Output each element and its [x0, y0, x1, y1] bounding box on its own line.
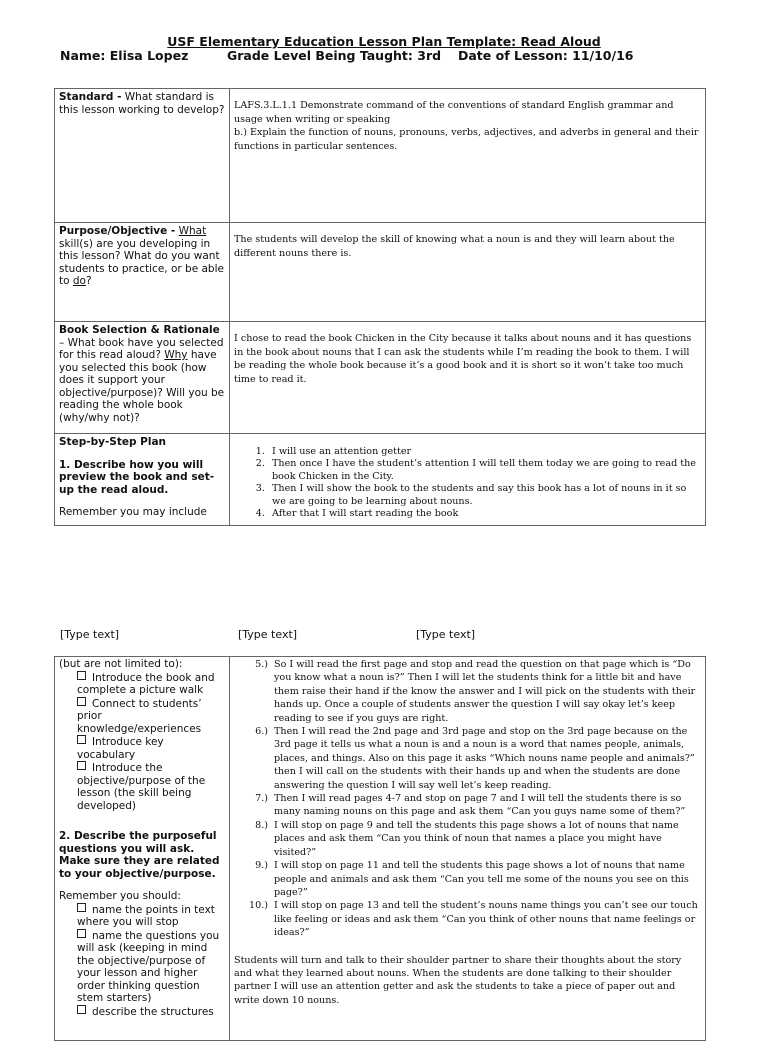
purpose-answer: The students will develop the skill of knowing what a noun is and they will learn about the different nouns there is.	[230, 223, 706, 322]
grade-level: Grade Level Being Taught: 3rd	[227, 48, 442, 63]
teacher-name: Name: Elisa Lopez	[60, 48, 189, 63]
list-item: Introduce key vocabulary	[77, 736, 164, 761]
list-item	[234, 792, 701, 819]
lesson-plan-table-page1	[54, 88, 706, 526]
lesson-date: Date of Lesson: 11/10/16	[458, 48, 634, 63]
checkbox-icon	[77, 903, 86, 912]
preview-steps-list	[234, 446, 701, 520]
list-item	[234, 658, 701, 725]
list-item: describe the structures	[77, 1005, 225, 1019]
list-item: Introduce the book and complete a picture walk	[77, 671, 215, 696]
list-item: name the points in text where you will stop	[77, 903, 215, 928]
list-item: 1. I will use an attention getter	[268, 446, 701, 458]
lesson-plan-title: USF Elementary Education Lesson Plan Template: Read Aloud	[167, 34, 601, 49]
step-plan-answer	[230, 434, 706, 526]
step-text: I will stop on page 9 and tell the students this page shows a lot of nouns that name places and ask them “Can you think of noun that names a place you might have visited?”	[274, 819, 679, 858]
page-header-center: [Type text]	[238, 628, 298, 641]
checkbox-icon	[77, 761, 86, 770]
list-item	[234, 819, 701, 859]
page-header-left: [Type text]	[60, 628, 120, 641]
page-header-right: [Type text]	[416, 628, 476, 641]
step-text: I will stop on page 13 and tell the student’s nouns name things you can’t see our touch like feeling or ideas and ask them “Can you think of other nouns that name feelings or ideas?”	[274, 900, 698, 939]
list-item: 3. Then I will show the book to the students and say this book has a lot of nouns in it so we are going to be learning about nouns.	[268, 483, 701, 508]
step-text: I will stop on page 11 and tell the students this page shows a lot of nouns that name people and animals and ask them “Can you tell me some of the nouns you see on this page?”	[274, 860, 689, 898]
checkbox-icon	[77, 697, 86, 706]
checkbox-icon	[77, 929, 86, 938]
list-item: Introduce the objective/purpose of the lesson (the skill being developed)	[77, 762, 206, 812]
reading-steps-list	[234, 658, 701, 940]
step-number: 10.)	[248, 900, 268, 912]
questions-checklist	[59, 903, 225, 1019]
step-number: 8.)	[255, 819, 268, 831]
standard-label: Standard - What standard is this lesson working to develop?	[55, 89, 230, 223]
step-text: Then I will read the 2nd page and 3rd page and stop on the 3rd page because on the 3rd page it tells us what a noun is and a noun is a word that names people, animals, places, and things. Also on this page it asks “Which nouns name people and animals?” then I will call on the students with their hands up and when the students are done answering the question I will say well let’s keep reading.	[274, 726, 695, 791]
checkbox-icon	[77, 671, 86, 680]
checkbox-icon	[77, 735, 86, 744]
preview-checklist	[59, 671, 225, 813]
questions-prompt: 2. Describe the purposeful questions you will ask. Make sure they are related to your objective/purpose.	[59, 830, 220, 880]
book-selection-answer: I chose to read the book Chicken in the City because it talks about nouns and it has questions in the book about nouns that I can ask the students while I’m reading the book to them. I will be reading the whole book because it’s a good book and it is short so it won’t take too much time to read it.	[230, 322, 706, 434]
checkbox-icon	[77, 1005, 86, 1014]
list-item	[234, 859, 701, 899]
lesson-plan-table-page2	[54, 656, 706, 1041]
book-selection-label: Book Selection & Rationale – What book have you selected for this read aloud? Why have you selected this book (how does it support your objective/purpose)? Will you be reading the whole book (why/why not)?	[55, 322, 230, 434]
list-item: name the questions you will ask (keeping in mind the objective/purpose of your lesson and higher order thinking question stem starters)	[77, 929, 220, 1004]
list-item: 4. After that I will start reading the book	[268, 508, 701, 520]
step-plan-label: Step-by-Step Plan 1. Describe how you will preview the book and set-up the read aloud. Remember you may include	[55, 434, 230, 526]
list-item	[234, 899, 701, 939]
list-item: Connect to students’ prior knowledge/experiences	[77, 697, 202, 735]
standard-answer: LAFS.3.L.1.1 Demonstrate command of the conventions of standard English grammar and usage when writing or speaking b.) Explain the function of nouns, pronouns, verbs, adjectives, and adverbs in general and their functions in particular sentences.	[230, 89, 706, 223]
step-text: So I will read the first page and stop and read the question on that page which is “Do you know what a noun is?” Then I will let the students think for a little bit and have them raise their hand if the know the answer and I will pick on the students with their hands up. Once a couple of students answer the question I will say okay let’s keep reading to see if you guys are right.	[274, 659, 696, 724]
step-number: 7.)	[255, 793, 268, 805]
list-item	[234, 725, 701, 792]
list-item: 2. Then once I have the student’s attention I will tell them today we are going to read the book Chicken in the City.	[268, 458, 701, 483]
step-number: 5.)	[255, 659, 268, 670]
step-text: Then I will read pages 4-7 and stop on page 7 and I will tell the students there is so many naming nouns on this page and ask them “Can you guys name some of them?”	[274, 793, 686, 818]
step-plan-answer-continued	[230, 657, 706, 1041]
step-plan-guidance: (but are not limited to): Introduce the book and complete a picture walk Connect to students’ prior knowledge/experiences Introduce key vocabulary Introduce the objective/purpose of the lesson (the skill being developed) 2. Describe the purposeful questions you will ask. Make sure they are related to your objective/purpose. Remember you should: name the points in text where you will stop name the questions you will ask (keeping in mind the objective/purpose of your lesson and higher order thinking question stem starters) describe the structures	[55, 657, 230, 1041]
step-number: 6.)	[255, 726, 268, 738]
step-number: 9.)	[255, 860, 268, 872]
purpose-label: Purpose/Objective - What skill(s) are you developing in this lesson? What do you want students to practice, or be able to do?	[55, 223, 230, 322]
closing-activity: Students will turn and talk to their shoulder partner to share their thoughts about the story and what they learned about nouns. When the students are done talking to their shoulder partner I will use an attention getter and ask the students to take a piece of paper out and write down 10 nouns.	[234, 954, 682, 1006]
